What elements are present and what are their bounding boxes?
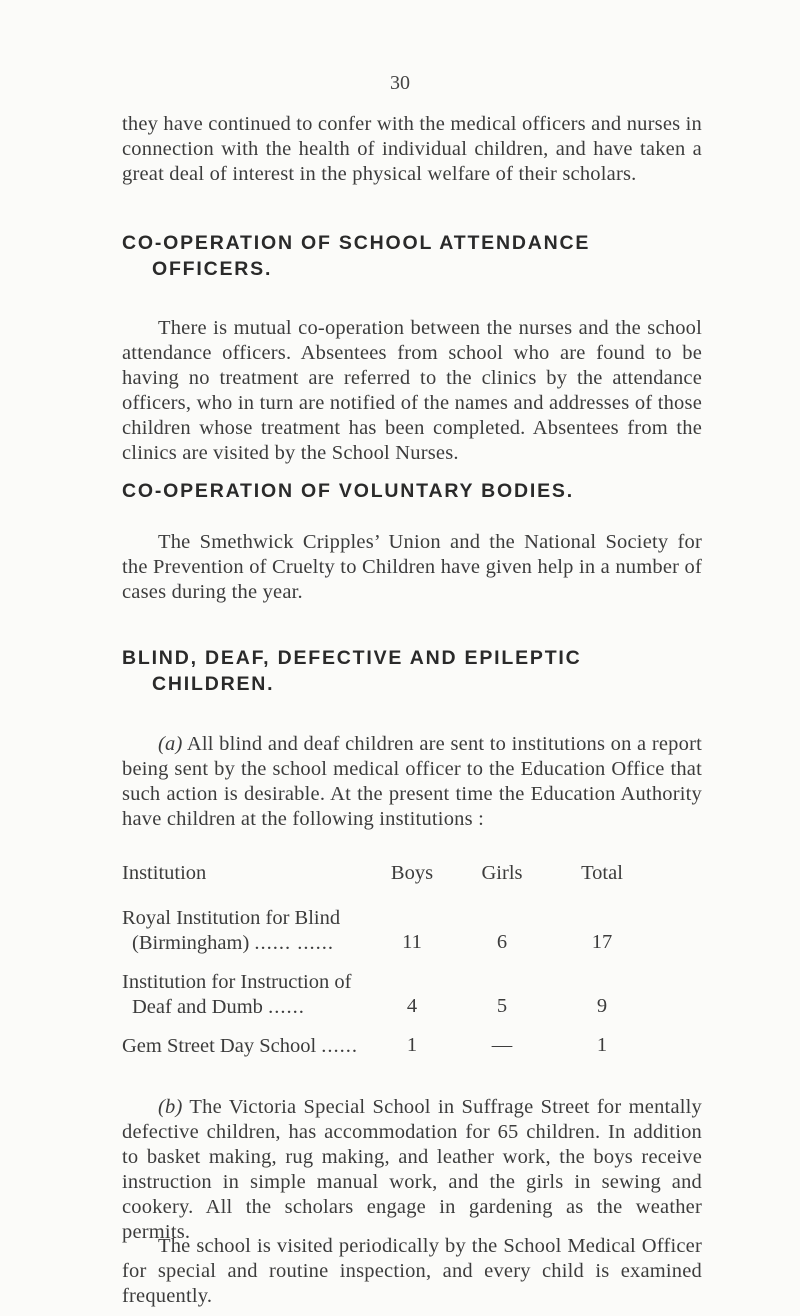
section-attendance-officers [122, 230, 702, 282]
total-count: 9 [596, 995, 608, 1017]
table-row [122, 970, 722, 1034]
table-row [122, 1034, 722, 1074]
heading-line1: BLIND, DEAF, DEFECTIVE AND EPILEPTIC [122, 647, 582, 669]
institution-name-cont: Deaf and Dumb ...... [132, 996, 305, 1018]
page-number: 30 [390, 72, 410, 94]
intro-paragraph: they have continued to confer with the medical officers and nurses in connection with the health of individual children, and have taken a great deal of interest in the physical welfare of their scholars. [122, 113, 702, 185]
section-heading-blind-deaf [122, 645, 702, 697]
total-count: 17 [591, 931, 613, 953]
attendance-paragraph-block [122, 316, 702, 466]
section-blind-deaf [122, 645, 702, 697]
institution-name-cont: (Birmingham) ...... ...... [132, 932, 335, 954]
heading-line2: OFFICERS. [152, 258, 273, 280]
para-a-text: All blind and deaf children are sent to institutions on a report being sent by the school medical officer to the Education Office that such action is desirable. At the present time the Education Authority have children at the following institutions : [122, 733, 702, 830]
intro-block [122, 112, 702, 187]
section-heading-attendance [122, 230, 702, 282]
header-boys: Boys [390, 862, 434, 884]
voluntary-paragraph: The Smethwick Cripples’ Union and the National Society for the Prevention of Cruelty to Children have given help in a number of cases during the year. [122, 531, 702, 603]
institution-name: Institution for Instruction of [122, 971, 352, 993]
boys-count: 1 [406, 1034, 418, 1056]
total-count: 1 [596, 1034, 608, 1056]
para-b-block [122, 1095, 702, 1245]
para-a [122, 732, 702, 832]
girls-count: — [491, 1034, 513, 1056]
header-institution: Institution [122, 862, 207, 884]
section-heading-voluntary: CO-OPERATION OF VOLUNTARY BODIES. [122, 480, 574, 502]
heading-line1: CO-OPERATION OF SCHOOL ATTENDANCE [122, 232, 591, 254]
voluntary-paragraph-block [122, 530, 702, 605]
table-header [122, 862, 722, 906]
institutions-table [122, 862, 722, 1074]
header-total: Total [581, 862, 623, 884]
para-a-block [122, 732, 702, 832]
institution-name: Royal Institution for Blind [122, 907, 341, 929]
heading-line2: CHILDREN. [152, 673, 275, 695]
para-b-text: The Victoria Special School in Suffrage Street for mentally defective children, has accommodation for 65 children. In addition to basket making, rug making, and leather work, the boys receive instruction in simple manual work, and the girls in sewing and cookery. All the scholars engage in gardening as the weather permits. [122, 1096, 702, 1243]
para-a-label: (a) [158, 733, 183, 755]
para-c-block [122, 1234, 702, 1309]
boys-count: 11 [402, 931, 422, 953]
para-b [122, 1095, 702, 1245]
institution-name: Gem Street Day School ...... [122, 1035, 359, 1057]
attendance-paragraph: There is mutual co-operation between the nurses and the school attendance officers. Absentees from school who are found to be having no treatment are referred to the clinics by the attendance officers, who in turn are notified of the names and addresses of those children whose treatment has been completed. Absentees from the clinics are visited by the School Nurses. [122, 317, 702, 464]
boys-count: 4 [406, 995, 418, 1017]
para-c: The school is visited periodically by the School Medical Officer for special and routine inspection, and every child is examined frequently. [122, 1235, 702, 1307]
girls-count: 6 [496, 931, 508, 953]
girls-count: 5 [496, 995, 508, 1017]
header-girls: Girls [481, 862, 523, 884]
section-voluntary-bodies [122, 478, 702, 504]
table-row [122, 906, 722, 970]
para-b-label: (b) [158, 1096, 183, 1118]
